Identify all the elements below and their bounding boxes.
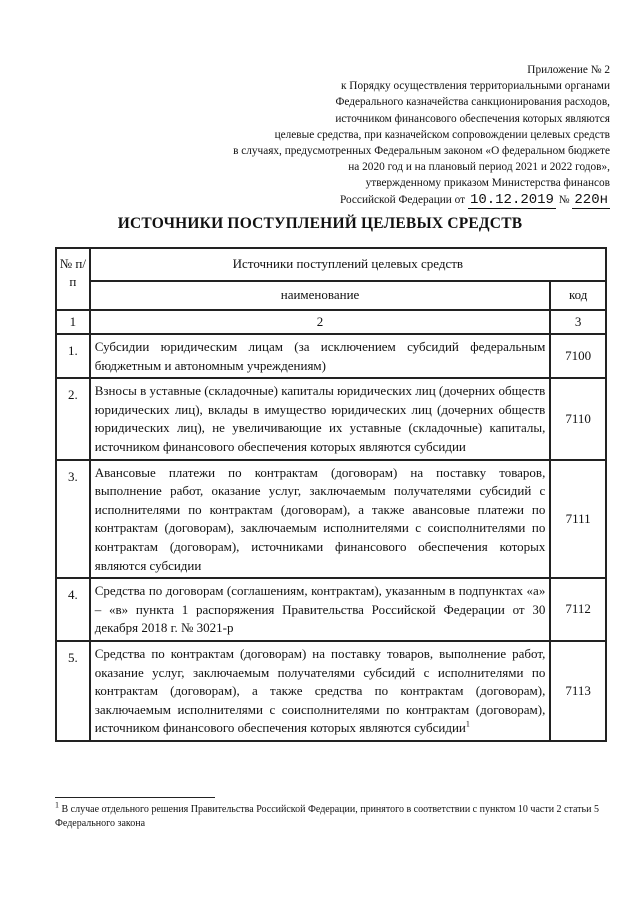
row-code: 7111 [550,460,606,579]
table-row [56,641,606,741]
header-line: целевые средства, при казначейском сопровождении целевых средств [274,128,610,141]
header-line: к Порядку осуществления территориальными органами [340,80,610,93]
order-number: 220н [574,191,608,208]
row-num: 1. [56,334,90,378]
header-line: источником финансового обеспечения которых являются [335,112,610,125]
row-code: 7113 [550,641,606,741]
col-number-1: 1 [56,310,90,334]
row-name [90,641,551,741]
footnote-text: В случае отдельного решения Правительства Российской Федерации, принятого в соответствии с пунктом 10 части 2 статьи 5 Федерального закона [55,804,599,829]
row-code: 7110 [550,378,606,459]
header-line: на 2020 год и на плановый период 2021 и 2022 годов», [348,161,610,174]
row-name: Взносы в уставные (складочные) капиталы юридических лиц (дочерних обществ юридических лиц), вклады в имущество юридических лиц (дочерних обществ юридических лиц), не увеличивающие их уставные (складочные) капиталы, источником финансового обеспечения которых являются субсидии [90,378,551,459]
sources-table [55,247,607,742]
row-code: 7112 [550,578,606,641]
col-name-header: наименование [90,281,551,310]
header-line: в случаях, предусмотренных Федеральным законом «О федеральном бюджете [233,145,610,158]
col-code-header: код [550,281,606,310]
header-last-line [170,192,610,208]
col-number-2: 2 [90,310,551,334]
row-code: 7100 [550,334,606,378]
row-name-text: Средства по контрактам (договорам) на поставку товаров, выполнение работ, оказание услуг, заключаемым получателями субсидий с исполнителями по контрактам (договорам), а также средства по контрактам (договорам), заключаемым исполнителями с соисполнителями по контрактам (договорам), источником финансового обеспечения которых являются субсидии [94,645,546,736]
row-num: 2. [56,378,90,459]
header-prefix: Российской Федерации от [339,193,466,206]
footnote [55,800,615,831]
row-num: 5. [56,641,90,741]
appendix-header [170,62,610,208]
row-num: 4. [56,578,90,641]
order-date: 10.12.2019 [469,191,554,208]
footnote-ref: 1 [465,719,470,729]
table-row [56,334,606,378]
col-number-3: 3 [550,310,606,334]
page-title: ИСТОЧНИКИ ПОСТУПЛЕНИЙ ЦЕЛЕВЫХ СРЕДСТВ [117,215,523,232]
row-name: Субсидии юридическим лицам (за исключением субсидий федеральным бюджетным и автономным учреждениям) [90,334,551,378]
header-line: Приложение № 2 [527,64,610,76]
footnote-mark: 1 [55,800,59,810]
row-name: Авансовые платежи по контрактам (договорам) на поставку товаров, выполнение работ, оказание услуг, заключаемым получателями субсидий с исполнителями по контрактам (договорам), а также авансовые платежи по контрактам (договорам), заключаемым исполнителями с соисполнителями по контрактам (договорам), источниками финансового обеспечения которых являются субсидии [90,460,551,579]
header-line: Федерального казначейства санкционирования расходов, [335,96,610,109]
table-row [56,460,606,579]
row-name: Средства по договорам (соглашениям, контрактам), указанным в подпунктах «а» – «в» пункта 1 распоряжения Правительства Российской Федерации от 30 декабря 2018 г. № 3021-р [90,578,551,641]
header-line: утвержденному приказом Министерства финансов [365,177,610,190]
col-num-header: № п/п [56,248,90,310]
row-num: 3. [56,460,90,579]
table-row [56,578,606,641]
number-sign: № [558,193,570,206]
footnote-divider [55,797,215,798]
group-header: Источники поступлений целевых средств [90,248,606,281]
table-row [56,378,606,459]
